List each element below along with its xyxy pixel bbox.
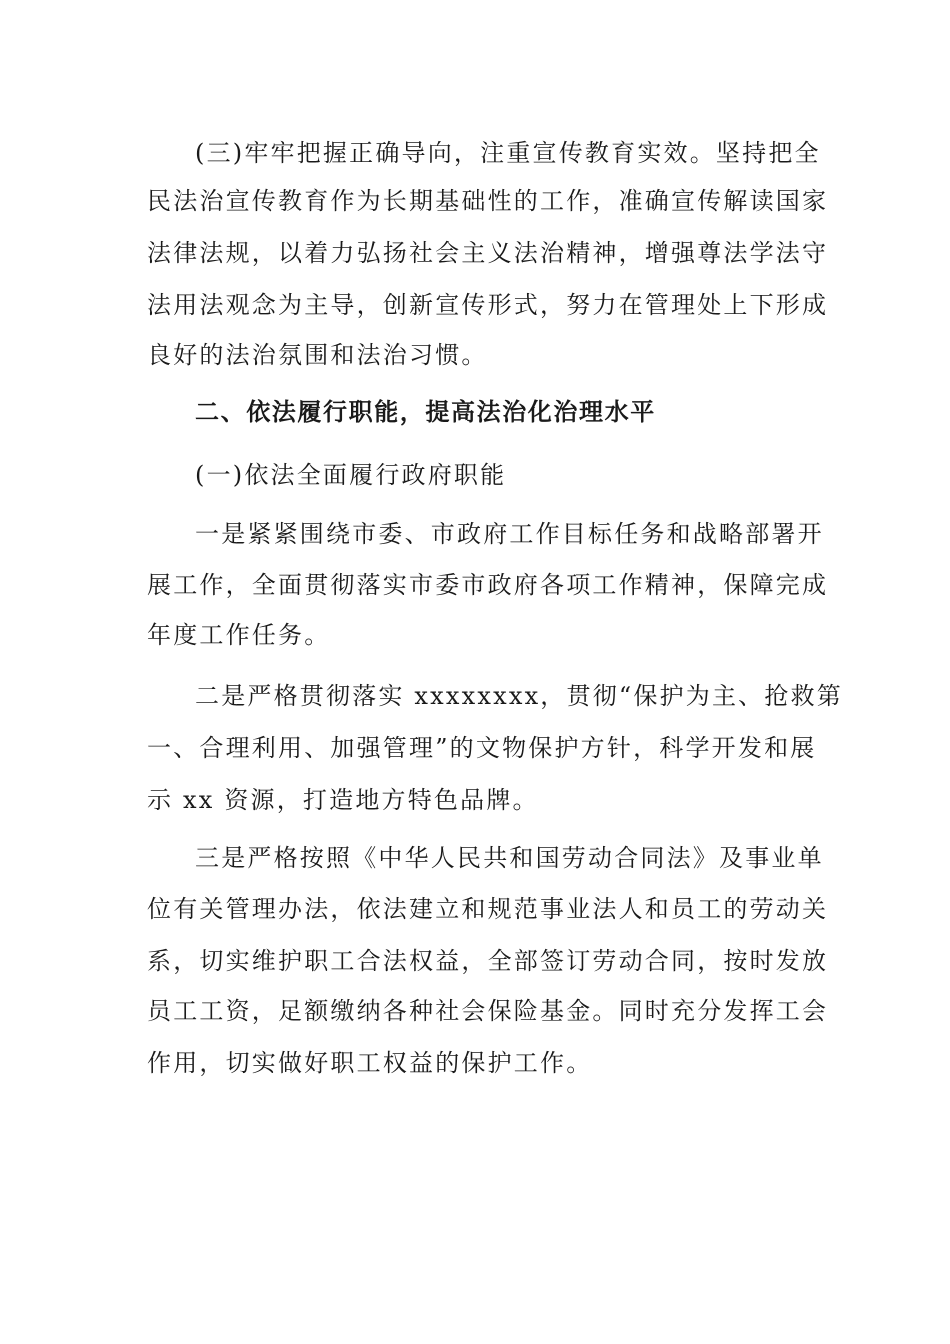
text-line: 展工作，全面贯彻落实市委市政府各项工作精神，保障完成: [147, 571, 829, 599]
section-heading: 二、依法履行职能，提高法治化治理水平: [195, 398, 656, 426]
text-line: 三是严格按照《中华人民共和国劳动合同法》及事业单: [195, 844, 824, 872]
text-line: 民法治宣传教育作为长期基础性的工作，准确宣传解读国家: [147, 187, 829, 215]
text-line: 作用，切实做好职工权益的保护工作。: [147, 1049, 593, 1077]
text-line: 二是严格贯彻落实 xxxxxxxx，贯彻“保护为主、抢救第: [195, 682, 843, 710]
text-line: (三)牢牢把握正确导向，注重宣传教育实效。坚持把全: [195, 139, 821, 167]
text-line: 法律法规，以着力弘扬社会主义法治精神，增强尊法学法守: [147, 239, 829, 267]
text-line: 示 xx 资源，打造地方特色品牌。: [147, 786, 539, 814]
text-line: 位有关管理办法，依法建立和规范事业法人和员工的劳动关: [147, 895, 829, 923]
text-line: 法用法观念为主导，创新宣传形式，努力在管理处上下形成: [147, 291, 829, 319]
text-line: 年度工作任务。: [147, 621, 331, 649]
text-line: 员工工资，足额缴纳各种社会保险基金。同时充分发挥工会: [147, 997, 829, 1025]
text-line: 一是紧紧围绕市委、市政府工作目标任务和战略部署开: [195, 520, 824, 548]
text-line: 系，切实维护职工合法权益，全部签订劳动合同，按时发放: [147, 947, 829, 975]
text-line: 一、合理利用、加强管理”的文物保护方针，科学开发和展: [147, 734, 817, 762]
sub-heading: (一)依法全面履行政府职能: [195, 461, 507, 489]
text-line: 良好的法治氛围和法治习惯。: [147, 341, 488, 369]
